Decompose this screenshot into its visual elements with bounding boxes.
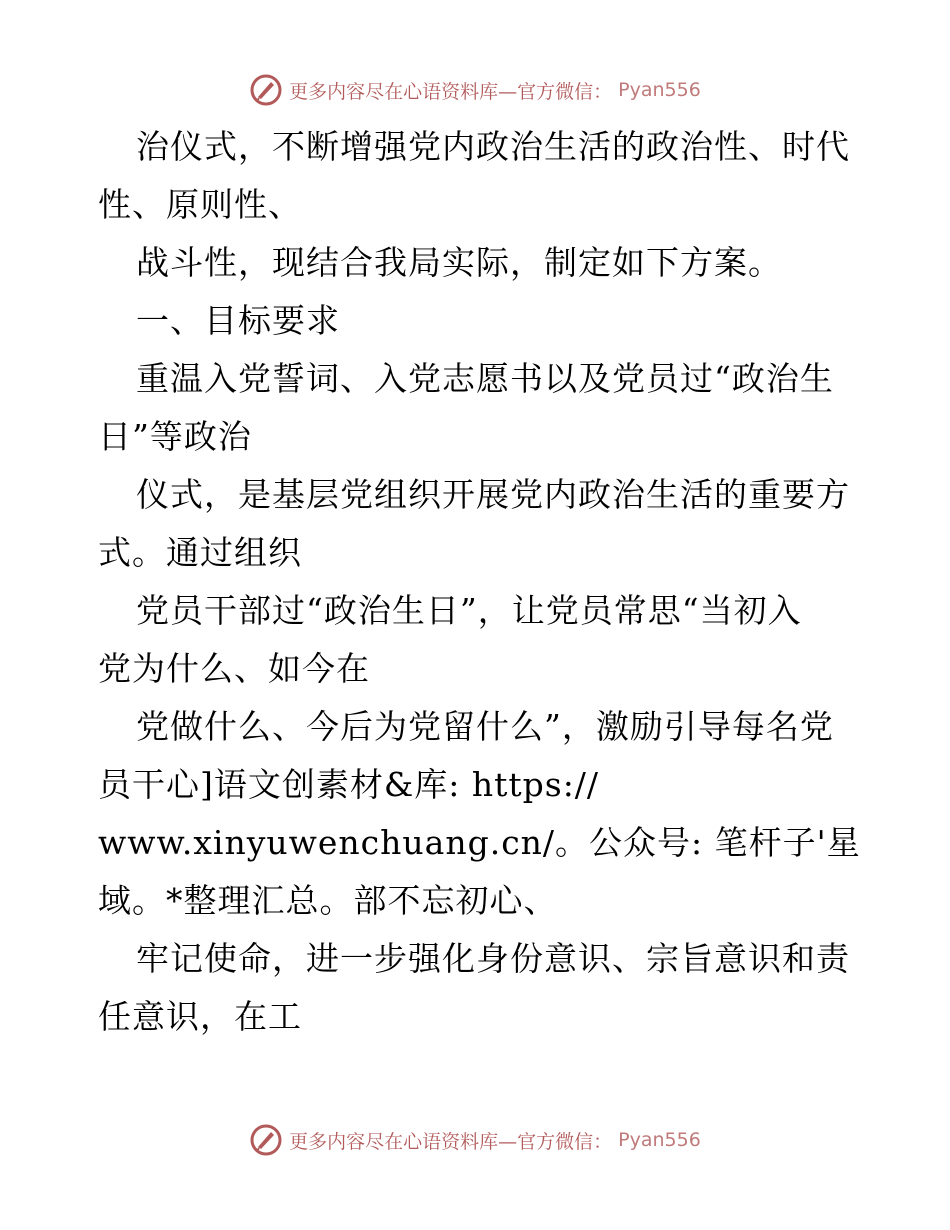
- text-line: 党员干部过“政治生日”，让党员常思“当初入: [136, 591, 802, 630]
- quill-logo-icon: [249, 73, 283, 107]
- header-watermark-text: 更多内容尽在心语资料库—官方微信：: [289, 80, 613, 103]
- text-line: 式。通过组织: [98, 533, 302, 572]
- text-line: 仪式，是基层党组织开展党内政治生活的重要方: [136, 475, 850, 514]
- text-line: 重温入党誓词、入党志愿书以及党员过“政治生: [136, 359, 834, 398]
- footer-watermark-text: 更多内容尽在心语资料库—官方微信：: [289, 1130, 613, 1153]
- text-line: 战斗性，现结合我局实际，制定如下方案。: [136, 243, 782, 282]
- text-line: 员干心]语文创素材&库: https://: [98, 765, 600, 804]
- footer-watermark: [0, 1120, 950, 1160]
- text-line: 治仪式，不断增强党内政治生活的政治性、时代: [136, 127, 850, 166]
- header-watermark-contact: Pyan556: [618, 79, 701, 101]
- text-line: 牢记使命，进一步强化身份意识、宗旨意识和责: [136, 939, 850, 978]
- section-heading: 一、目标要求: [136, 301, 340, 340]
- header-watermark: [0, 70, 950, 110]
- text-line: 任意识，在工: [98, 997, 302, 1036]
- text-line: www.xinyuwenchuang.cn/。公众号: 笔杆子'星: [98, 823, 861, 862]
- footer-watermark-contact: Pyan556: [618, 1129, 701, 1151]
- text-line: 党为什么、如今在: [98, 649, 370, 688]
- text-line: 性、原则性、: [98, 185, 302, 224]
- text-line: 党做什么、今后为党留什么”，激励引导每名党: [136, 707, 834, 746]
- text-line: 域。*整理汇总。部不忘初心、: [98, 881, 558, 920]
- document-body: [98, 118, 861, 1046]
- text-line: 日”等政治: [98, 417, 252, 456]
- quill-logo-icon: [249, 1123, 283, 1157]
